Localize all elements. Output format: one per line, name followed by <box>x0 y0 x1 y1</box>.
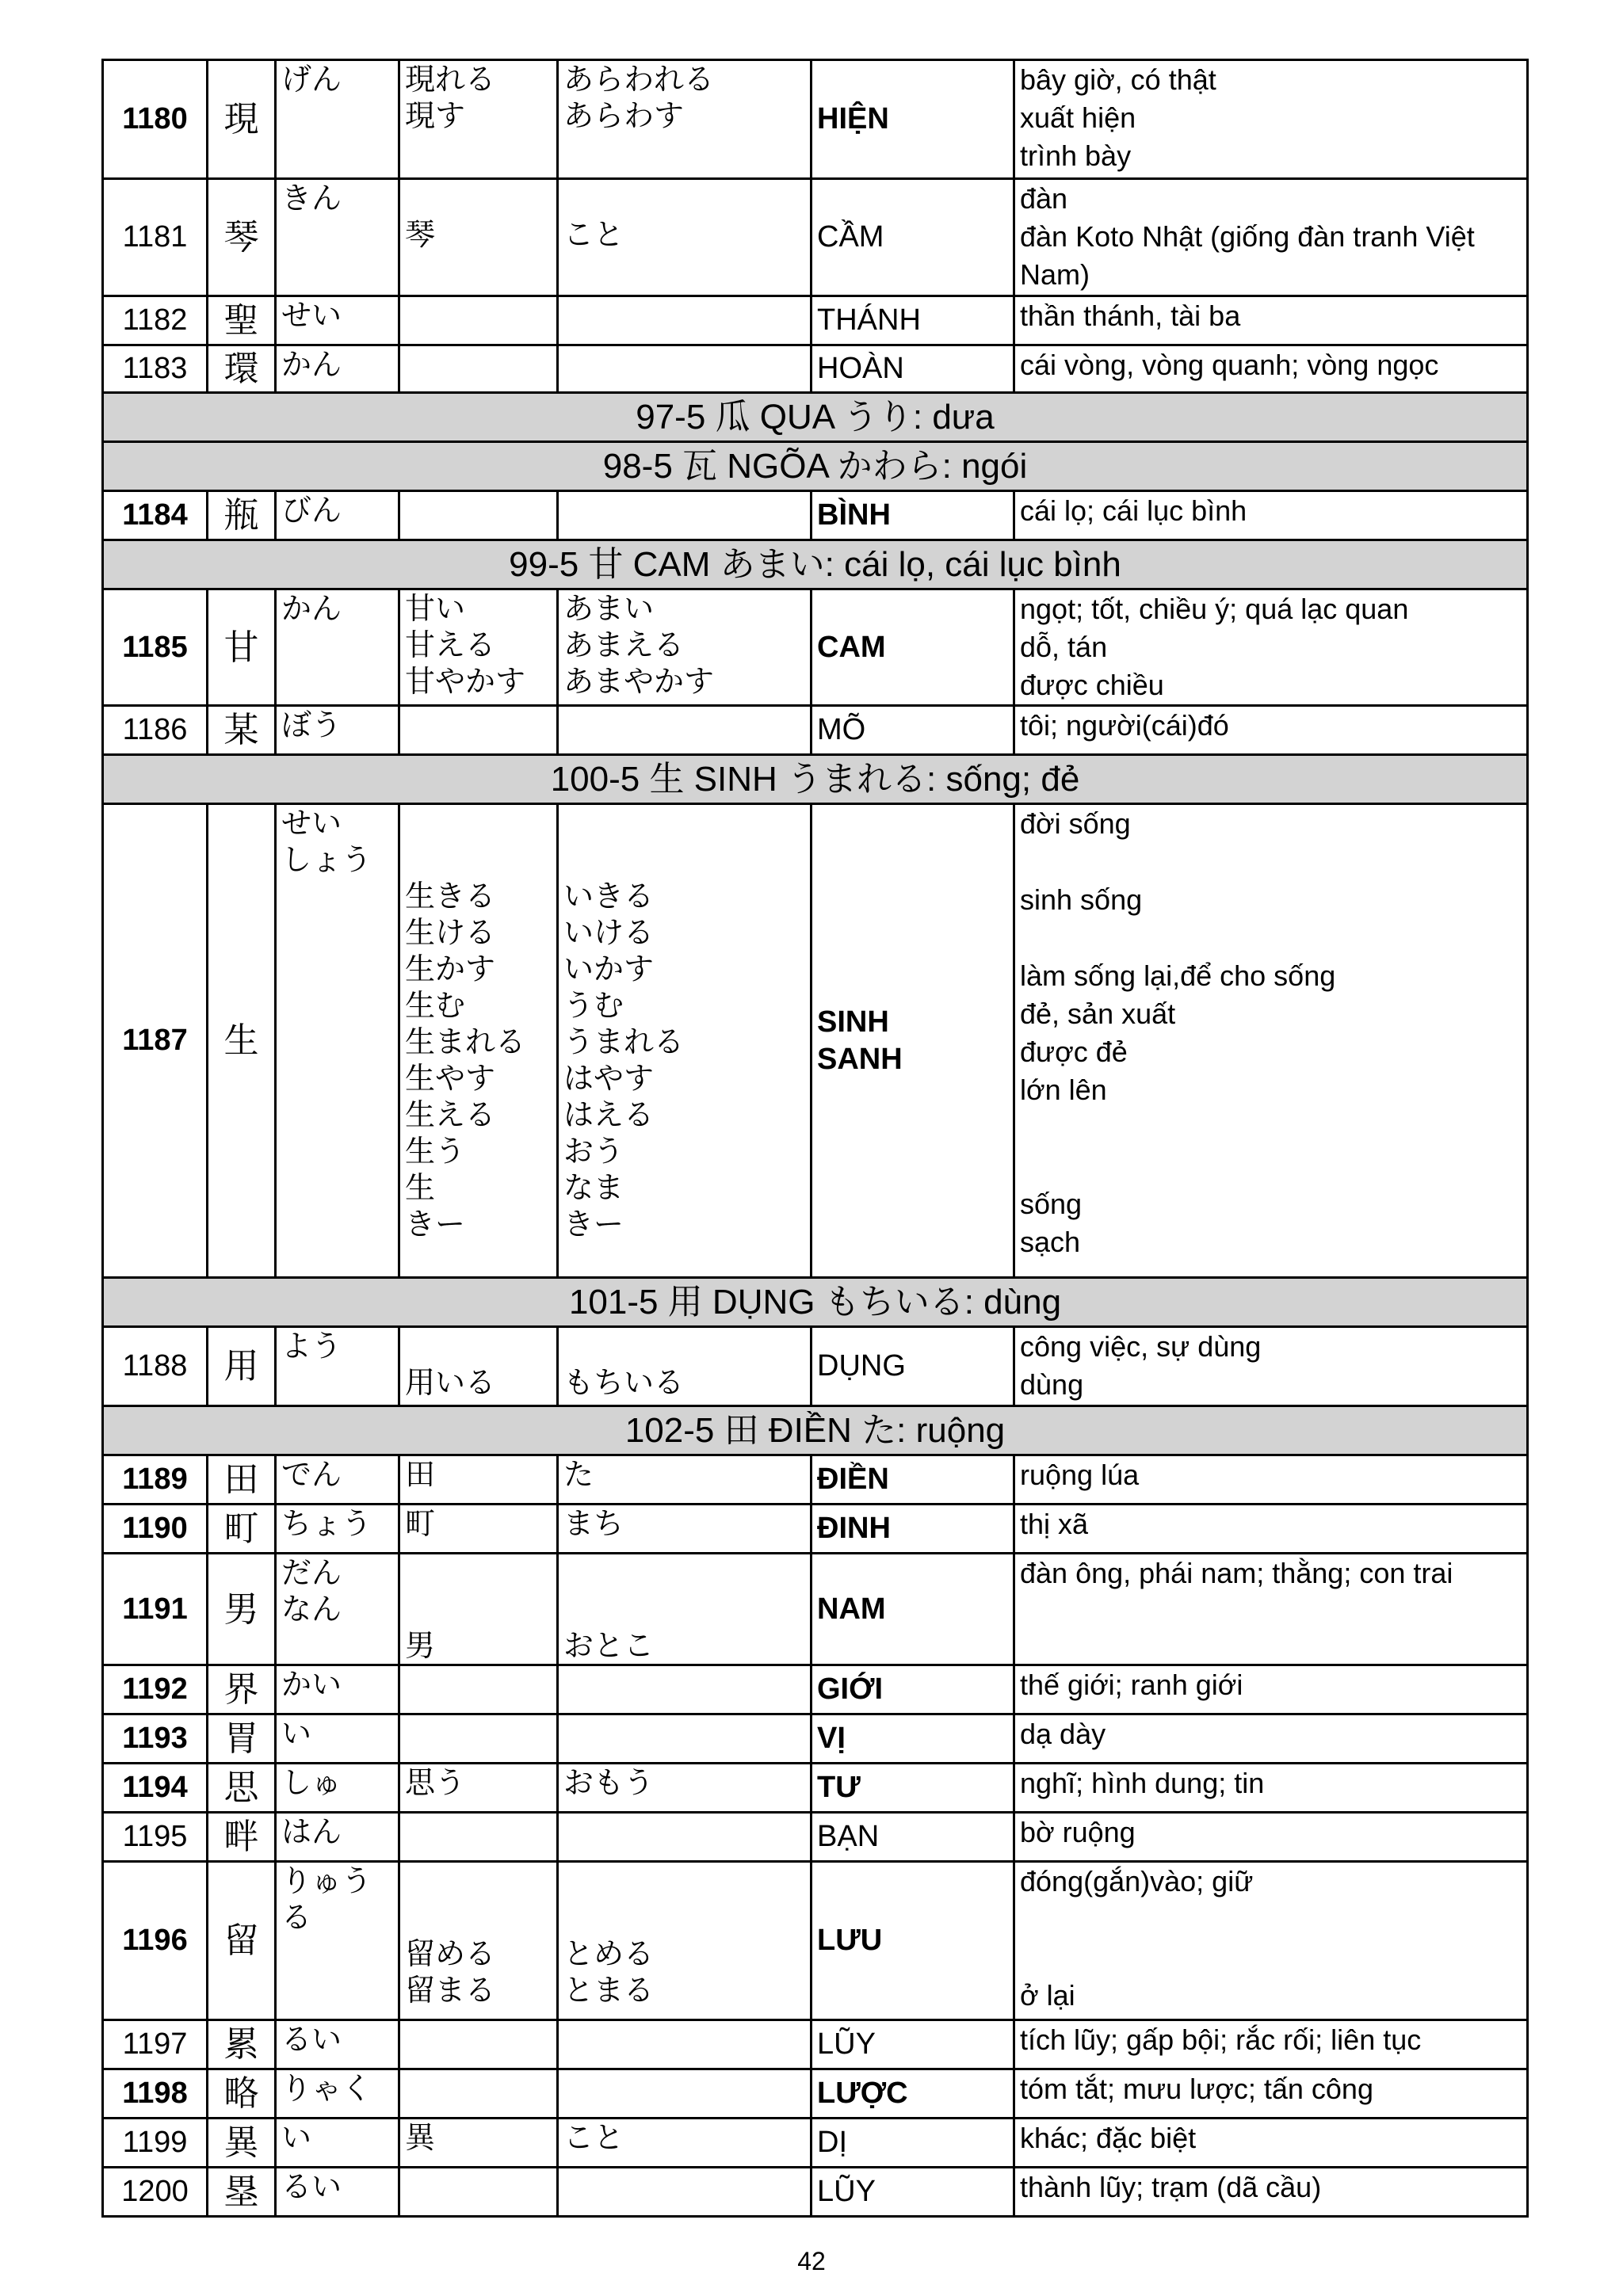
kun-kana-reading: いきる いける いかす うむ うまれる はやす はえる おう なま きー <box>558 804 812 1278</box>
table-row <box>103 706 1528 755</box>
kanji-character: 塁 <box>208 2168 276 2217</box>
vietnamese-meaning: khác; đặc biệt <box>1014 2119 1528 2168</box>
entry-number: 1183 <box>103 345 208 393</box>
section-header-row <box>103 442 1528 491</box>
on-reading: るい <box>276 2168 399 2217</box>
kanji-character: 留 <box>208 1862 276 2020</box>
kun-kana-reading: おもう <box>558 1764 812 1813</box>
kun-kana-reading: あらわれる あらわす <box>558 60 812 179</box>
table-row <box>103 1813 1528 1862</box>
table-row <box>103 1665 1528 1714</box>
on-reading: りゃく <box>276 2069 399 2119</box>
table-row <box>103 1714 1528 1764</box>
entry-number: 1197 <box>103 2020 208 2069</box>
kun-word: 田 <box>399 1455 558 1505</box>
kun-word: 用いる <box>399 1327 558 1406</box>
entry-number: 1198 <box>103 2069 208 2119</box>
kun-kana-reading <box>558 2069 812 2119</box>
entry-number: 1191 <box>103 1554 208 1665</box>
section-title: 98-5 瓦 NGÕA かわら: ngói <box>103 442 1528 491</box>
vietnamese-meaning: cái vòng, vòng quanh; vòng ngọc <box>1014 345 1528 393</box>
kun-kana-reading <box>558 296 812 345</box>
kanji-character: 累 <box>208 2020 276 2069</box>
entry-number: 1194 <box>103 1764 208 1813</box>
on-reading: きん <box>276 179 399 296</box>
section-title: 99-5 甘 CAM あまい: cái lọ, cái lục bình <box>103 540 1528 589</box>
sino-vietnamese-reading: CAM <box>812 589 1014 706</box>
kanji-character: 異 <box>208 2119 276 2168</box>
kun-kana-reading <box>558 1665 812 1714</box>
kun-word: 琴 <box>399 179 558 296</box>
entry-number: 1195 <box>103 1813 208 1862</box>
vietnamese-meaning: công việc, sự dùng dùng <box>1014 1327 1528 1406</box>
on-reading: い <box>276 2119 399 2168</box>
kanji-character: 甘 <box>208 589 276 706</box>
entry-number: 1188 <box>103 1327 208 1406</box>
on-reading: りゅう る <box>276 1862 399 2020</box>
kanji-character: 某 <box>208 706 276 755</box>
sino-vietnamese-reading: LƯU <box>812 1862 1014 2020</box>
kun-word: 留める 留まる <box>399 1862 558 2020</box>
kun-kana-reading <box>558 345 812 393</box>
table-row <box>103 1455 1528 1505</box>
kun-kana-reading <box>558 1813 812 1862</box>
table-row <box>103 2168 1528 2217</box>
kanji-character: 畔 <box>208 1813 276 1862</box>
kun-word: 思う <box>399 1764 558 1813</box>
kun-kana-reading: とめる とまる <box>558 1862 812 2020</box>
table-row <box>103 345 1528 393</box>
on-reading: げん <box>276 60 399 179</box>
kanji-character: 町 <box>208 1505 276 1554</box>
table-row <box>103 60 1528 179</box>
sino-vietnamese-reading: HOÀN <box>812 345 1014 393</box>
vietnamese-meaning: đóng(gắn)vào; giữ ở lại <box>1014 1862 1528 2020</box>
entry-number: 1186 <box>103 706 208 755</box>
on-reading: かん <box>276 345 399 393</box>
on-reading: ちょう <box>276 1505 399 1554</box>
kun-kana-reading: まち <box>558 1505 812 1554</box>
entry-number: 1192 <box>103 1665 208 1714</box>
table-row <box>103 1327 1528 1406</box>
kanji-character: 略 <box>208 2069 276 2119</box>
kanji-character: 思 <box>208 1764 276 1813</box>
table-row <box>103 2119 1528 2168</box>
table-body <box>103 60 1528 2217</box>
entry-number: 1185 <box>103 589 208 706</box>
entry-number: 1184 <box>103 491 208 540</box>
sino-vietnamese-reading: DỊ <box>812 2119 1014 2168</box>
on-reading: せい <box>276 296 399 345</box>
section-header-row <box>103 1406 1528 1455</box>
sino-vietnamese-reading: LƯỢC <box>812 2069 1014 2119</box>
on-reading: びん <box>276 491 399 540</box>
kanji-character: 胃 <box>208 1714 276 1764</box>
section-header-row <box>103 393 1528 442</box>
vietnamese-meaning: nghĩ; hình dung; tin <box>1014 1764 1528 1813</box>
vietnamese-meaning: cái lọ; cái lục bình <box>1014 491 1528 540</box>
kun-word <box>399 345 558 393</box>
page-number: 42 <box>797 2247 826 2275</box>
vietnamese-meaning: ruộng lúa <box>1014 1455 1528 1505</box>
table-row <box>103 1862 1528 2020</box>
entry-number: 1180 <box>103 60 208 179</box>
on-reading: はん <box>276 1813 399 1862</box>
on-reading: よう <box>276 1327 399 1406</box>
table-row <box>103 2020 1528 2069</box>
on-reading: しゅ <box>276 1764 399 1813</box>
sino-vietnamese-reading: LŨY <box>812 2168 1014 2217</box>
kun-kana-reading: た <box>558 1455 812 1505</box>
kun-word: 異 <box>399 2119 558 2168</box>
sino-vietnamese-reading: CẦM <box>812 179 1014 296</box>
vietnamese-meaning: tích lũy; gấp bội; rắc rối; liên tục <box>1014 2020 1528 2069</box>
on-reading: だん なん <box>276 1554 399 1665</box>
section-title: 102-5 田 ĐIỀN た: ruộng <box>103 1406 1528 1455</box>
entry-number: 1200 <box>103 2168 208 2217</box>
on-reading: かい <box>276 1665 399 1714</box>
sino-vietnamese-reading: GIỚI <box>812 1665 1014 1714</box>
entry-number: 1196 <box>103 1862 208 2020</box>
table-row <box>103 1764 1528 1813</box>
vietnamese-meaning: thành lũy; trạm (dã cầu) <box>1014 2168 1528 2217</box>
on-reading: でん <box>276 1455 399 1505</box>
kanji-character: 田 <box>208 1455 276 1505</box>
on-reading: せい しょう <box>276 804 399 1278</box>
kun-word <box>399 491 558 540</box>
table-row <box>103 2069 1528 2119</box>
kanji-character: 現 <box>208 60 276 179</box>
sino-vietnamese-reading: NAM <box>812 1554 1014 1665</box>
on-reading: るい <box>276 2020 399 2069</box>
kanji-character: 環 <box>208 345 276 393</box>
kun-kana-reading <box>558 2020 812 2069</box>
kun-kana-reading: こと <box>558 2119 812 2168</box>
sino-vietnamese-reading: ĐIỀN <box>812 1455 1014 1505</box>
section-title: 97-5 瓜 QUA うり: dưa <box>103 393 1528 442</box>
kanji-character: 用 <box>208 1327 276 1406</box>
sino-vietnamese-reading: TƯ <box>812 1764 1014 1813</box>
kun-word <box>399 296 558 345</box>
kanji-character: 琴 <box>208 179 276 296</box>
kanji-character: 男 <box>208 1554 276 1665</box>
section-header-row <box>103 755 1528 804</box>
kun-kana-reading: あまい あまえる あまやかす <box>558 589 812 706</box>
kun-kana-reading: こと <box>558 179 812 296</box>
kun-word: 町 <box>399 1505 558 1554</box>
sino-vietnamese-reading: VỊ <box>812 1714 1014 1764</box>
vietnamese-meaning: tóm tắt; mưu lược; tấn công <box>1014 2069 1528 2119</box>
section-header-row <box>103 1278 1528 1327</box>
vietnamese-meaning: thế giới; ranh giới <box>1014 1665 1528 1714</box>
section-title: 101-5 用 DỤNG もちいる: dùng <box>103 1278 1528 1327</box>
vietnamese-meaning: bờ ruộng <box>1014 1813 1528 1862</box>
kun-word <box>399 2020 558 2069</box>
kun-word: 現れる 現す <box>399 60 558 179</box>
kun-kana-reading <box>558 2168 812 2217</box>
sino-vietnamese-reading: BẠN <box>812 1813 1014 1862</box>
vietnamese-meaning: thị xã <box>1014 1505 1528 1554</box>
sino-vietnamese-reading: THÁNH <box>812 296 1014 345</box>
on-reading: かん <box>276 589 399 706</box>
kun-word <box>399 1665 558 1714</box>
entry-number: 1182 <box>103 296 208 345</box>
table-row <box>103 491 1528 540</box>
kun-kana-reading <box>558 491 812 540</box>
entry-number: 1187 <box>103 804 208 1278</box>
on-reading: ぼう <box>276 706 399 755</box>
kun-kana-reading <box>558 706 812 755</box>
on-reading: い <box>276 1714 399 1764</box>
table-row <box>103 804 1528 1278</box>
kanji-character: 聖 <box>208 296 276 345</box>
sino-vietnamese-reading: DỤNG <box>812 1327 1014 1406</box>
kun-word <box>399 1714 558 1764</box>
sino-vietnamese-reading: BÌNH <box>812 491 1014 540</box>
sino-vietnamese-reading: ĐINH <box>812 1505 1014 1554</box>
table-row <box>103 179 1528 296</box>
kanji-character: 瓶 <box>208 491 276 540</box>
table-row <box>103 1505 1528 1554</box>
entry-number: 1181 <box>103 179 208 296</box>
sino-vietnamese-reading: SINH SANH <box>812 804 1014 1278</box>
kanji-character: 生 <box>208 804 276 1278</box>
table-row <box>103 589 1528 706</box>
kun-word <box>399 2069 558 2119</box>
entry-number: 1189 <box>103 1455 208 1505</box>
vietnamese-meaning: ngọt; tốt, chiều ý; quá lạc quan dỗ, tán được chiều <box>1014 589 1528 706</box>
entry-number: 1199 <box>103 2119 208 2168</box>
kun-kana-reading <box>558 1714 812 1764</box>
kun-word <box>399 1813 558 1862</box>
vietnamese-meaning: đời sống sinh sống làm sống lại,để cho sống đẻ, sản xuất được đẻ lớn lên sống sạch <box>1014 804 1528 1278</box>
section-title: 100-5 生 SINH うまれる: sống; đẻ <box>103 755 1528 804</box>
sino-vietnamese-reading: MÕ <box>812 706 1014 755</box>
kanji-character: 界 <box>208 1665 276 1714</box>
vietnamese-meaning: thần thánh, tài ba <box>1014 296 1528 345</box>
kun-word: 男 <box>399 1554 558 1665</box>
vietnamese-meaning: đàn đàn Koto Nhật (giống đàn tranh Việt Nam) <box>1014 179 1528 296</box>
kanji-vocabulary-table <box>101 59 1529 2218</box>
kun-word <box>399 706 558 755</box>
kun-kana-reading: おとこ <box>558 1554 812 1665</box>
entry-number: 1190 <box>103 1505 208 1554</box>
table-row <box>103 296 1528 345</box>
kun-word: 生きる 生ける 生かす 生む 生まれる 生やす 生える 生う 生 きー <box>399 804 558 1278</box>
section-header-row <box>103 540 1528 589</box>
kun-word <box>399 2168 558 2217</box>
sino-vietnamese-reading: HIỆN <box>812 60 1014 179</box>
table-row <box>103 1554 1528 1665</box>
kun-word: 甘い 甘える 甘やかす <box>399 589 558 706</box>
vietnamese-meaning: tôi; người(cái)đó <box>1014 706 1528 755</box>
vietnamese-meaning: dạ dày <box>1014 1714 1528 1764</box>
vietnamese-meaning: bây giờ, có thật xuất hiện trình bày <box>1014 60 1528 179</box>
entry-number: 1193 <box>103 1714 208 1764</box>
kun-kana-reading: もちいる <box>558 1327 812 1406</box>
vietnamese-meaning: đàn ông, phái nam; thằng; con trai <box>1014 1554 1528 1665</box>
sino-vietnamese-reading: LŨY <box>812 2020 1014 2069</box>
